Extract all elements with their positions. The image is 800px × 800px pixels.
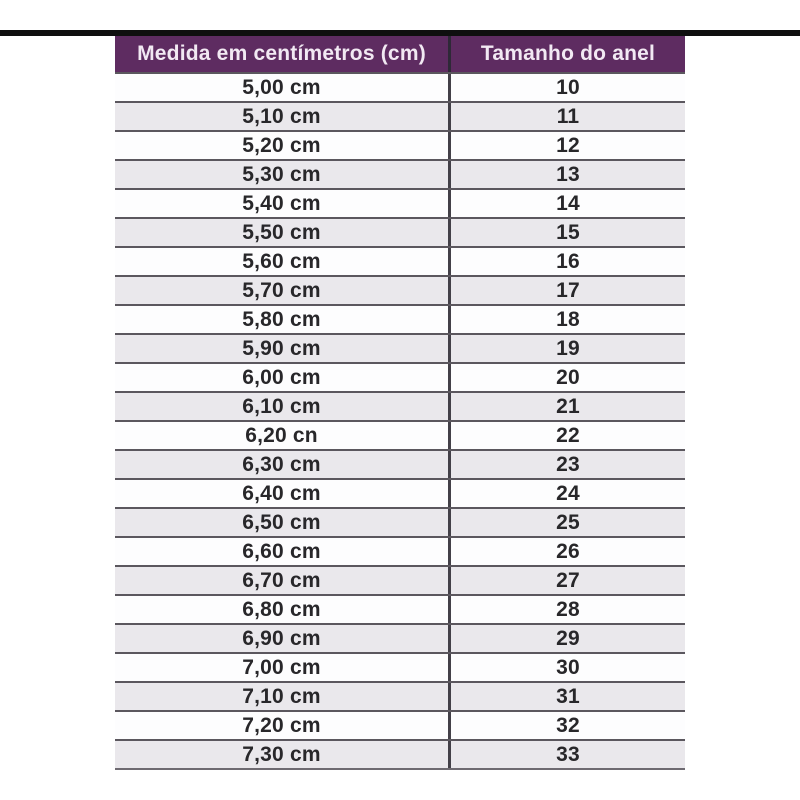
- table-row: [115, 391, 685, 420]
- ring-size-cell: 32: [448, 712, 685, 739]
- measure-cell: 7,20 cm: [242, 713, 321, 737]
- table-row: [115, 275, 685, 304]
- measure-cell: 6,70 cm: [242, 568, 321, 592]
- ring-size-cell: 10: [448, 74, 685, 101]
- ring-size-cell: 29: [448, 625, 685, 652]
- measure-cell: 5,40 cm: [242, 191, 321, 215]
- measure-cell: 5,60 cm: [242, 249, 321, 273]
- table-row: [115, 188, 685, 217]
- measure-cell: 6,30 cm: [242, 452, 321, 476]
- ring-size-cell: 16: [448, 248, 685, 275]
- measure-cell: 5,90 cm: [242, 336, 321, 360]
- measure-cell: 5,70 cm: [242, 278, 321, 302]
- measure-cell: 6,80 cm: [242, 597, 321, 621]
- ring-size-cell: 27: [448, 567, 685, 594]
- table-row: [115, 681, 685, 710]
- measure-cell: 6,50 cm: [242, 510, 321, 534]
- ring-size-cell: 30: [448, 654, 685, 681]
- measure-cell: 6,90 cm: [242, 626, 321, 650]
- table-row: [115, 159, 685, 188]
- measure-cell: 7,00 cm: [242, 655, 321, 679]
- ring-size-cell: 28: [448, 596, 685, 623]
- table-row: [115, 101, 685, 130]
- ring-size-cell: 25: [448, 509, 685, 536]
- measure-cell: 6,60 cm: [242, 539, 321, 563]
- table-row: [115, 217, 685, 246]
- table-header-row: [115, 36, 685, 72]
- table-row: [115, 246, 685, 275]
- table-body: [115, 72, 685, 770]
- ring-size-cell: 13: [448, 161, 685, 188]
- table-row: [115, 362, 685, 391]
- ring-size-table: [115, 36, 685, 770]
- header-measure-cm: Medida em centímetros (cm): [137, 42, 426, 65]
- ring-size-cell: 11: [448, 103, 685, 130]
- ring-size-cell: 24: [448, 480, 685, 507]
- measure-cell: 6,10 cm: [242, 394, 321, 418]
- table-row: [115, 710, 685, 739]
- table-row: [115, 507, 685, 536]
- measure-cell: 6,20 cn: [245, 423, 318, 447]
- ring-size-cell: 31: [448, 683, 685, 710]
- table-row: [115, 304, 685, 333]
- table-row: [115, 449, 685, 478]
- measure-cell: 6,40 cm: [242, 481, 321, 505]
- ring-size-cell: 33: [448, 741, 685, 768]
- table-row: [115, 478, 685, 507]
- ring-size-cell: 26: [448, 538, 685, 565]
- table-row: [115, 565, 685, 594]
- table-row: [115, 739, 685, 770]
- measure-cell: 5,20 cm: [242, 133, 321, 157]
- table-row: [115, 652, 685, 681]
- ring-size-cell: 20: [448, 364, 685, 391]
- measure-cell: 7,10 cm: [242, 684, 321, 708]
- ring-size-cell: 23: [448, 451, 685, 478]
- header-ring-size: Tamanho do anel: [448, 36, 685, 72]
- ring-size-cell: 22: [448, 422, 685, 449]
- measure-cell: 7,30 cm: [242, 742, 321, 766]
- measure-cell: 5,00 cm: [242, 75, 321, 99]
- ring-size-cell: 15: [448, 219, 685, 246]
- ring-size-cell: 18: [448, 306, 685, 333]
- table-row: [115, 536, 685, 565]
- table-row: [115, 594, 685, 623]
- table-row: [115, 333, 685, 362]
- table-row: [115, 72, 685, 101]
- measure-cell: 5,30 cm: [242, 162, 321, 186]
- measure-cell: 5,50 cm: [242, 220, 321, 244]
- ring-size-cell: 14: [448, 190, 685, 217]
- ring-size-cell: 21: [448, 393, 685, 420]
- table-row: [115, 130, 685, 159]
- table-row: [115, 420, 685, 449]
- ring-size-cell: 12: [448, 132, 685, 159]
- table-row: [115, 623, 685, 652]
- ring-size-cell: 17: [448, 277, 685, 304]
- measure-cell: 6,00 cm: [242, 365, 321, 389]
- measure-cell: 5,80 cm: [242, 307, 321, 331]
- measure-cell: 5,10 cm: [242, 104, 321, 128]
- ring-size-cell: 19: [448, 335, 685, 362]
